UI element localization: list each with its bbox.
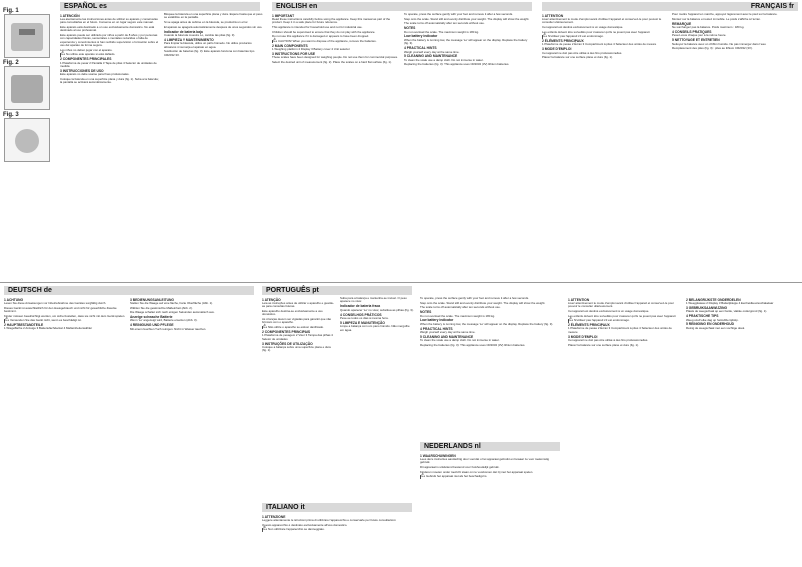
body-paragraph: Este aparato puede ser utilizado por niños a partir de 8 años y por personas con capacidades físicas, sensoriales o mentales reducidas o falta de experiencia y conocimientos si han recibido supervisión o formación sobre el uso del aparato de forma segura. bbox=[60, 32, 159, 48]
section-heading: REMARQUE bbox=[672, 21, 692, 26]
body-paragraph: The scale turns off automatically after ten seconds without use. bbox=[420, 305, 501, 310]
body-paragraph: Replacing the batteries (fig. 3): This appliance uses CR2032 (3V) lithium batteries. bbox=[420, 343, 526, 348]
body-paragraph: 1 Weegplateau 2 Display 3 Batterijklepje 4 Eenheidkeuzeschakelaar bbox=[686, 300, 774, 305]
body-paragraph: Lees deze instructies aandachtig door voordat u het apparaat gebruikt en bewaar ze voor toekomstig gebruik. bbox=[420, 456, 550, 465]
section-heading: NOTES bbox=[404, 26, 416, 31]
body-paragraph: Wenn 'Lo' angezeigt wird, Batterie ersetzen (Abb. 3). bbox=[130, 318, 198, 323]
figures-column bbox=[3, 8, 56, 170]
body-paragraph: Lea atentamente las instrucciones antes de utilizar su aparato y consérvelas para consultarlas en el futuro. Conserve en un lugar seguro este manual. bbox=[60, 16, 158, 25]
body-paragraph: Quando aparecer 'Lo' no visor, substitua as pilhas (fig. 3). bbox=[340, 307, 414, 312]
body-paragraph: Este aparelho destina-se exclusivamente a uso doméstico. bbox=[262, 308, 323, 317]
body-paragraph: Reinig de weegschaal met een vochtige doek. bbox=[686, 325, 745, 330]
body-paragraph: When the battery is running low, the message 'Lo' will appear on the display. Replace the battery (fig. 3). bbox=[404, 37, 528, 46]
header-it: ITALIANO it bbox=[262, 503, 412, 512]
body-paragraph: Bloquee la báscula en una superficie plana y dura. Espere hasta que el peso se estabilice en la pantalla. bbox=[164, 13, 263, 20]
section-heading: 2 MAIN COMPONENTS bbox=[272, 43, 308, 48]
body-paragraph: Kinderen moeten onder toezicht staan om te voorkomen dat zij met het apparaat spelen. bbox=[420, 469, 534, 474]
body-paragraph: Ne surchargez pas la balance. Poids maximum : 180 kg. bbox=[672, 24, 745, 29]
fr-column-2 bbox=[672, 13, 798, 273]
section-heading: 2 ÉLÉMENTS PRINCIPAUX bbox=[568, 323, 610, 327]
body-paragraph: To clean the scale use a damp cloth. Do not immerse in water. bbox=[420, 338, 500, 343]
header-de: DEUTSCH de bbox=[4, 286, 254, 295]
body-paragraph: Leggere attentamente le istruzioni prima di utilizzare l'apparecchio e conservarle per future consultazioni. bbox=[262, 517, 397, 522]
body-paragraph: Questo apparecchio è destinato esclusivamente all'uso domestico. bbox=[262, 522, 348, 527]
body-paragraph: Les enfants doivent être surveillés pour s'assurer qu'ils ne jouent pas avec l'appareil. bbox=[568, 313, 677, 318]
section-heading: 1 ACHTUNG bbox=[4, 297, 24, 302]
section-heading: 2 HAUPTBESTANDTEILE bbox=[4, 323, 44, 327]
section-heading: 5 REINIGING EN ONDERHOUD bbox=[686, 322, 734, 327]
body-paragraph: Step onto the scale. Stand still and evenly distribute your weight. The display will show the weight. bbox=[420, 300, 546, 305]
body-paragraph: 1 Plateforme de pesée 2 Écran 3 Compartiment à piles 4 Sélecteur des unités de mesure bbox=[542, 42, 657, 47]
warning-paragraph: ⚠ Não utilize o aparelho se estiver danificado. bbox=[262, 326, 336, 329]
section-heading: 1 ATTENTION bbox=[568, 297, 590, 302]
body-paragraph: Pour mettre l'appareil en marche, appuyez légèrement avec le pied sur la balance. bbox=[672, 13, 778, 16]
section-heading: 3 INSTRUÇÕES DE UTILIZAÇÃO bbox=[262, 341, 313, 346]
section-heading: Low battery indicator bbox=[404, 34, 438, 39]
body-paragraph: Limpe a balança com um pano húmido. Não mergulhe em água. bbox=[340, 324, 410, 332]
warning-paragraph: ⚠ N'utilisez pas l'appareil s'il est endommagé. bbox=[542, 35, 668, 38]
body-paragraph: Do not use this appliance if it is damaged or appears to have been dropped. bbox=[272, 34, 370, 39]
en-column-2 bbox=[404, 13, 532, 273]
body-paragraph: Placez la balance sur une surface plane et dure (fig. 1). bbox=[568, 342, 639, 347]
figure-2 bbox=[3, 60, 50, 110]
pt-extra-column bbox=[420, 297, 560, 437]
body-paragraph: Do not overload the scale. The maximum weight is 180 kg. bbox=[404, 29, 479, 34]
body-paragraph: Cet appareil ne doit pas être utilisé à des fins professionnelles. bbox=[568, 338, 649, 343]
section-heading: 3 INSTRUCTIONS FOR USE bbox=[272, 51, 316, 56]
body-paragraph: To operate, press the surface gently with your foot and remove it after a few seconds. bbox=[404, 13, 513, 16]
section-heading: Indicador de batería baja bbox=[164, 29, 203, 34]
body-paragraph: To operate, press the surface gently with your foot and remove it after a few seconds. bbox=[420, 297, 529, 300]
scale-illustration bbox=[11, 23, 43, 51]
body-paragraph: Pese-se todos os dias à mesma hora. bbox=[340, 316, 389, 321]
body-paragraph: 1 Plateforme de pesée 2 Écran 3 Compartiment à piles 4 Sélecteur des unités de mesure bbox=[568, 326, 672, 334]
body-paragraph: Lesen Sie diese Anweisungen vor Inbetriebnahme des Gerätes sorgfältig durch. bbox=[4, 300, 107, 305]
body-paragraph: Este aparato no debe usarse para fines profesionales. bbox=[60, 72, 130, 77]
body-paragraph: Lisez attentivement le mode d'emploi avant d'utiliser l'appareil et conservez-le pour pouvoir le consulter ultérieurement. bbox=[568, 300, 674, 309]
body-paragraph: Sustitución de baterías (fig. 3): Este aparato funciona con baterías tipo CR2032 3V. bbox=[164, 49, 255, 57]
body-paragraph: 1 Plataforma de pesar 2 Pantalla 3 Tapa de pilas 4 Selector de unidades de medida bbox=[60, 60, 157, 69]
body-paragraph: Die Waage schaltet sich nach einigen Sekunden automatisch aus. bbox=[130, 310, 215, 315]
body-paragraph: Kinder müssen beaufsichtigt werden, um sicherzustellen, dass sie nicht mit dem Gerät spielen. bbox=[4, 313, 126, 318]
warning-paragraph: ⚠ CAUTION! When you want to dispose of the appliance, remove the batteries. bbox=[272, 40, 400, 43]
body-paragraph: Lisez attentivement le mode d'emploi avant d'utiliser l'appareil et conservez-le pour pouvoir le consulter ultérieurement. bbox=[542, 16, 662, 25]
body-paragraph: Step onto the scale. Stand still and evenly distribute your weight. The display will show the weight. bbox=[404, 16, 530, 21]
section-heading: 5 CLEANING AND MAINTENANCE bbox=[420, 335, 474, 340]
body-paragraph: The scale turns off automatically after ten seconds without use. bbox=[404, 21, 485, 26]
body-paragraph: Mit einem feuchten Tuch reinigen. Nicht in Wasser tauchen. bbox=[130, 326, 207, 331]
body-paragraph: These scales have been designed for weighing people. Do not use them for commercial purposes. bbox=[272, 55, 398, 60]
body-paragraph: Dieses Gerät ist ausschließlich für den Hausgebrauch und nicht für gewerbliche Zwecke bestimmt. bbox=[4, 305, 117, 313]
section-heading: 5 NETTOYAGE ET ENTRETIEN bbox=[672, 38, 720, 43]
header-pt: PORTUGUÊS pt bbox=[262, 286, 412, 295]
body-paragraph: El aparato se apagará automáticamente después de unos segundos sin uso. bbox=[164, 24, 263, 29]
section-heading: Low battery indicator bbox=[420, 318, 454, 323]
section-heading: Anzeige schwache Batterie bbox=[130, 315, 173, 319]
section-heading: 1 ATENÇÃO bbox=[262, 297, 281, 302]
body-paragraph: Suba para a balança e mantenha-se imóvel. O peso aparece no visor. bbox=[340, 297, 407, 304]
section-heading: 1 IMPORTANT bbox=[272, 13, 295, 18]
fr-bottom-column bbox=[568, 297, 682, 563]
body-paragraph: As crianças devem ser vigiadas para garantir que não brincam com o aparelho. bbox=[262, 316, 332, 325]
body-paragraph: Placez la balance sur une surface plane et dure (fig. 1). bbox=[542, 55, 613, 60]
pt-column-2 bbox=[340, 297, 414, 501]
warning-paragraph: ⚠ N'utilisez pas l'appareil s'il est endommagé. bbox=[568, 319, 682, 322]
section-heading: 1 ATTENZIONE bbox=[262, 514, 286, 519]
body-paragraph: Stellen Sie die Waage auf eine flache, harte Oberfläche (Abb. 1). bbox=[130, 300, 213, 305]
section-heading: 3 MODE D'EMPLOI bbox=[542, 47, 572, 52]
battery-cover-illustration bbox=[15, 129, 39, 153]
section-heading: 2 COMPONENTES PRINCIPALES bbox=[60, 57, 112, 62]
section-heading: 3 MODE D'EMPLOI bbox=[568, 334, 598, 339]
section-heading: 1 ATTENTION bbox=[542, 13, 564, 18]
body-paragraph: Cuando la báscula muestre Lo, cambie las pilas (fig. 3). bbox=[164, 32, 236, 37]
warning-paragraph: ⚠ No utilice este aparato si está dañado. bbox=[60, 53, 160, 56]
nl-column-1 bbox=[420, 453, 560, 563]
es-column-1 bbox=[60, 13, 160, 273]
figure-1 bbox=[3, 8, 50, 58]
body-paragraph: To clean the scale use a damp cloth. Do not immerse in water. bbox=[404, 57, 484, 62]
section-heading: 2 BELANGRIJKSTE ONDERDELEN bbox=[686, 297, 741, 302]
body-paragraph: Do not overload the scale. The maximum weight is 180 kg. bbox=[420, 313, 495, 318]
section-heading: 5 LIMPEZA E MANUTENÇÃO bbox=[340, 320, 385, 325]
body-paragraph: Remplacement des piles (fig. 3) : piles au lithium CR2032 (3V). bbox=[672, 46, 753, 51]
body-paragraph: Montez sur la balance et restez immobile. Le poids s'affiche à l'écran. bbox=[672, 16, 761, 21]
section-heading: 1 ATENCIÓN bbox=[60, 13, 80, 18]
section-heading: 1 WAARSCHUWINGEN bbox=[420, 453, 456, 458]
section-heading: 4 PRAKTISCHE TIPS bbox=[686, 314, 719, 319]
body-paragraph: Cet appareil ne doit pas être utilisé à des fins professionnelles. bbox=[542, 50, 623, 55]
body-paragraph: 1 Wiegefläche 2 Anzeige 3 Batteriefachdeckel 4 Maßeinheitenwähler bbox=[4, 326, 93, 331]
section-heading: 4 REINIGUNG UND PFLEGE bbox=[130, 323, 174, 328]
figure-3 bbox=[3, 112, 50, 162]
body-paragraph: Plaats de weegschaal op een harde, vlakke ondergrond (fig. 1). bbox=[686, 309, 768, 314]
body-paragraph: Weeg uzelf elke dag op hetzelfde tijdstip. bbox=[686, 317, 739, 322]
header-en: ENGLISH en bbox=[272, 2, 532, 11]
warning-paragraph: ⚠ Gebruik het apparaat niet als het beschadigd is. bbox=[420, 475, 560, 478]
section-heading: 3 GEBRUIKSAANWIJZING bbox=[686, 305, 728, 310]
section-heading: 4 CONSEILS PRATIQUES bbox=[672, 29, 712, 34]
body-paragraph: 1 Weighing platform 2 Display 3 Battery cover 4 Unit selector bbox=[272, 47, 350, 51]
es-column-2 bbox=[164, 13, 264, 273]
body-paragraph: Children should be supervised to ensure that they do not play with the appliance. bbox=[272, 29, 376, 34]
section-heading: 3 INSTRUCCIONES DE USO bbox=[60, 68, 104, 73]
body-paragraph: Dit apparaat is uitsluitend bestemd voor huishoudelijk gebruik. bbox=[420, 464, 500, 469]
section-heading: 2 ÉLÉMENTS PRINCIPAUX bbox=[542, 39, 584, 43]
warning-paragraph: ⚠ Verwenden Sie das Gerät nicht, wenn es beschädigt ist. bbox=[4, 319, 126, 322]
section-heading: NOTES bbox=[420, 310, 432, 315]
section-heading: 2 COMPONENTES PRINCIPAIS bbox=[262, 329, 311, 334]
body-paragraph: Replacing the batteries (fig. 3): This appliance uses CR2032 (3V) lithium batteries. bbox=[404, 62, 510, 67]
figure-2-label: Fig. 2 bbox=[3, 60, 19, 66]
body-paragraph: Select the desired unit of measurement (fig. 2). Place the scales on a hard flat surface (fig. 1). bbox=[272, 59, 392, 64]
fr-column-1 bbox=[542, 13, 668, 273]
body-paragraph: Weigh yourself every day at the same time. bbox=[404, 49, 460, 54]
de-column-2 bbox=[130, 297, 254, 563]
body-paragraph: Weigh yourself every day at the same time. bbox=[420, 330, 476, 335]
body-paragraph: Pesez-vous chaque jour à la même heure. bbox=[672, 33, 727, 38]
body-paragraph: Coloque la báscula en una superficie plana y dura (fig. 1). Suba a la báscula; la pantalla se activará automáticamente. bbox=[60, 76, 159, 85]
body-paragraph: Leia as instruções antes de utilizar o aparelho e guarde-as para consultas futuras. bbox=[262, 300, 334, 309]
section-heading: 4 CONSELHOS PRÁTICOS bbox=[340, 312, 382, 317]
body-paragraph: Wählen Sie die gewünschte Maßeinheit (Abb. 2). bbox=[130, 305, 193, 310]
body-paragraph: Read these instructions carefully before using the appliance. Keep this manual as part of the product. Keep it in a safe place for future reference. bbox=[272, 16, 391, 25]
body-paragraph: Cet appareil est destiné exclusivement à un usage domestique. bbox=[568, 308, 650, 313]
body-paragraph: Cet appareil est destiné exclusivement à un usage domestique. bbox=[542, 24, 624, 29]
de-column-1 bbox=[4, 297, 126, 563]
figure-1-label: Fig. 1 bbox=[3, 8, 19, 14]
header-fr: FRANÇAIS fr bbox=[542, 2, 798, 11]
section-heading: 3 BEDIENUNGSANLEITUNG bbox=[130, 297, 174, 302]
body-paragraph: Les enfants doivent être surveillés pour s'assurer qu'ils ne jouent pas avec l'appareil. bbox=[542, 29, 651, 34]
en-column-1 bbox=[272, 13, 400, 273]
body-paragraph: Para limpiar la báscula, utilice un paño húmedo. No utilice productos abrasivos ni sumerja el aparato en agua. bbox=[164, 41, 252, 49]
body-paragraph: Nettoyez la balance avec un chiffon humide. Ne pas immerger dans l'eau. bbox=[672, 41, 767, 46]
body-paragraph: When the battery is running low, the message 'Lo' will appear on the display. Replace the battery (fig. 3). bbox=[420, 321, 554, 326]
scale-illustration bbox=[11, 75, 43, 103]
header-es: ESPAÑOL es bbox=[60, 2, 260, 11]
section-heading: 5 CLEANING AND MAINTENANCE bbox=[404, 54, 458, 59]
body-paragraph: 1 Plataforma de pesagem 2 Visor 3 Tampa das pilhas 4 Seletor de unidades bbox=[262, 333, 333, 341]
body-paragraph: This appliance is intended for household use and not for industrial use. bbox=[272, 24, 363, 29]
scale-display-illustration bbox=[19, 29, 35, 35]
body-paragraph: Si se apaga antes de subirse en la báscula, se producirá un error. bbox=[164, 20, 249, 24]
header-nl: NEDERLANDS nl bbox=[420, 442, 560, 451]
warning-paragraph: ⚠ Non utilizzare l'apparecchio se danneggiato. bbox=[262, 528, 412, 531]
body-paragraph: Los niños no deben jugar con el aparato. bbox=[60, 47, 113, 52]
section-heading: 4 LIMPIEZA Y MANTENIMIENTO bbox=[164, 37, 214, 42]
pt-column-1 bbox=[262, 297, 336, 501]
section-heading: Indicador de bateria fraca bbox=[340, 304, 381, 309]
section-heading: 4 PRACTICAL HINTS bbox=[404, 46, 437, 51]
figure-3-label: Fig. 3 bbox=[3, 112, 19, 118]
section-heading: 4 PRACTICAL HINTS bbox=[420, 326, 453, 331]
it-column-1 bbox=[262, 514, 412, 564]
body-paragraph: Coloque a balança sobre uma superfície plana e dura (fig. 1). bbox=[262, 344, 331, 353]
body-paragraph: Este aparato está destinado a un uso exclusivamente doméstico. No está destinado al uso profesional. bbox=[60, 24, 155, 33]
section-divider bbox=[0, 282, 802, 283]
nl-column-2 bbox=[686, 297, 798, 563]
